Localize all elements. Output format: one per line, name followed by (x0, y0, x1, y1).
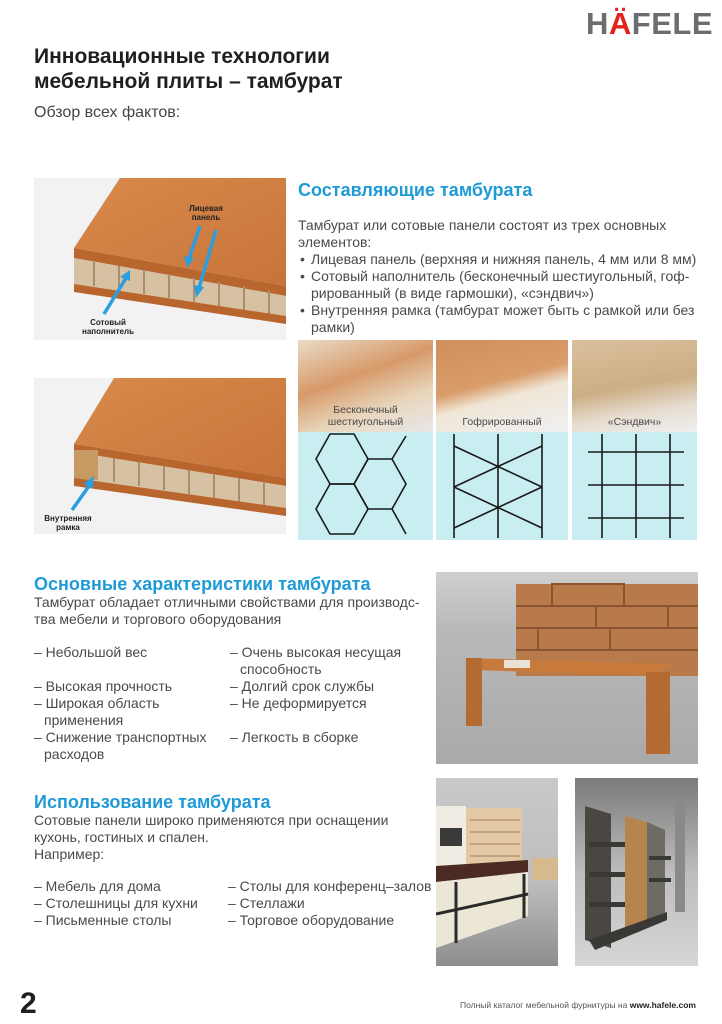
usage-item: – Торговое оборудование (228, 912, 395, 928)
bullet-item: • Сотовый наполнитель (бесконечный шестиугольный, гоф-рированный (в виде гармошки), «сэндвич») (298, 268, 708, 302)
bullet-item: • Внутренняя рамка (тамбурат может быть с рамкой или без рамки) (298, 302, 708, 336)
usage-left-list (34, 878, 224, 929)
desk-illustration (436, 572, 698, 764)
inner-frame-callout: Внутренняя рамка (44, 514, 92, 532)
honeycomb-core-callout: Сотовый наполнитель (82, 318, 134, 336)
corrugated-diagram (436, 432, 568, 540)
sandwich-diagram (572, 432, 697, 540)
characteristics-left-list (34, 644, 219, 763)
footer-catalog-text: Полный каталог мебельной фурнитуры на (459, 1000, 628, 1010)
honeycomb-panel-illustration (34, 178, 286, 340)
page-title (34, 44, 343, 94)
characteristic-item: – Долгий срок службы (230, 678, 375, 694)
usage-example-label: Например: (34, 846, 105, 862)
characteristics-intro: Тамбурат обладает отличными свойствами для производс-тва мебели и торгового оборудования (34, 594, 420, 627)
characteristic-item: – Широкая область применения (34, 695, 160, 728)
hexagon-caption: Бесконечный шестиугольный (327, 404, 404, 428)
corrugated-caption: Гофрированный (462, 416, 542, 428)
usage-heading: Использование тамбурата (34, 792, 271, 812)
sandwich-core-photo (572, 340, 697, 432)
characteristics-heading: Основные характеристики тамбурата (34, 574, 371, 594)
page-title-line-2: мебельной плиты – тамбурат (34, 70, 343, 93)
hexagon-pattern-icon (298, 432, 433, 540)
components-heading: Составляющие тамбурата (298, 180, 533, 200)
usage-right-list (228, 878, 433, 929)
logo-accent-letter: Ä (608, 6, 632, 41)
face-panel-callout: Лицевая панель (189, 204, 223, 222)
components-text (298, 217, 708, 336)
corrugated-pattern-icon (436, 432, 568, 540)
characteristic-item: – Высокая прочность (34, 678, 173, 694)
page-title-line-1: Инновационные технологии (34, 45, 330, 68)
framed-panel-photo (34, 378, 286, 534)
logo-letter: H (586, 6, 609, 41)
usage-item: – Письменные столы (34, 912, 172, 928)
shelving-photo (575, 778, 698, 966)
usage-item: – Столешницы для кухни (34, 895, 198, 911)
footer-website-link[interactable]: www.hafele.com (629, 1000, 696, 1010)
desk-photo (436, 572, 698, 764)
usage-item: – Мебель для дома (34, 878, 161, 894)
page-number: 2 (20, 987, 37, 1020)
characteristic-item: – Снижение транспортных расходов (34, 729, 207, 762)
framed-panel-illustration (34, 378, 286, 534)
hexagon-diagram (298, 432, 433, 540)
page-subtitle: Обзор всех фактов: (34, 104, 181, 121)
grid-pattern-icon (572, 432, 697, 540)
shelving-illustration (575, 778, 698, 966)
characteristic-item: – Легкость в сборке (230, 729, 359, 745)
kitchen-illustration (436, 778, 558, 966)
corrugated-core-photo (436, 340, 568, 432)
footer-catalog-note (460, 1000, 696, 1010)
components-bullet-list (298, 251, 708, 336)
usage-item: – Столы для конференц–залов (228, 878, 432, 894)
logo-letters: FELE (631, 6, 714, 41)
characteristic-item: – Не деформируется (230, 695, 367, 711)
hafele-logo (586, 6, 713, 42)
usage-intro: Сотовые панели широко применяются при оснащении кухонь, гостиных и спален. (34, 812, 389, 845)
components-intro: Тамбурат или сотовые панели состоят из трех основных элементов: (298, 217, 667, 250)
sandwich-caption: «Сэндвич» (607, 416, 662, 428)
kitchen-photo (436, 778, 558, 966)
characteristic-item: – Небольшой вес (34, 644, 148, 660)
hexagon-core-photo (298, 340, 433, 432)
characteristics-right-list (230, 644, 430, 746)
usage-item: – Стеллажи (228, 895, 305, 911)
bullet-item: • Лицевая панель (верхняя и нижняя панель, 4 мм или 8 мм) (298, 251, 708, 268)
honeycomb-panel-photo (34, 178, 286, 340)
characteristic-item: – Очень высокая несущая способность (230, 644, 402, 677)
